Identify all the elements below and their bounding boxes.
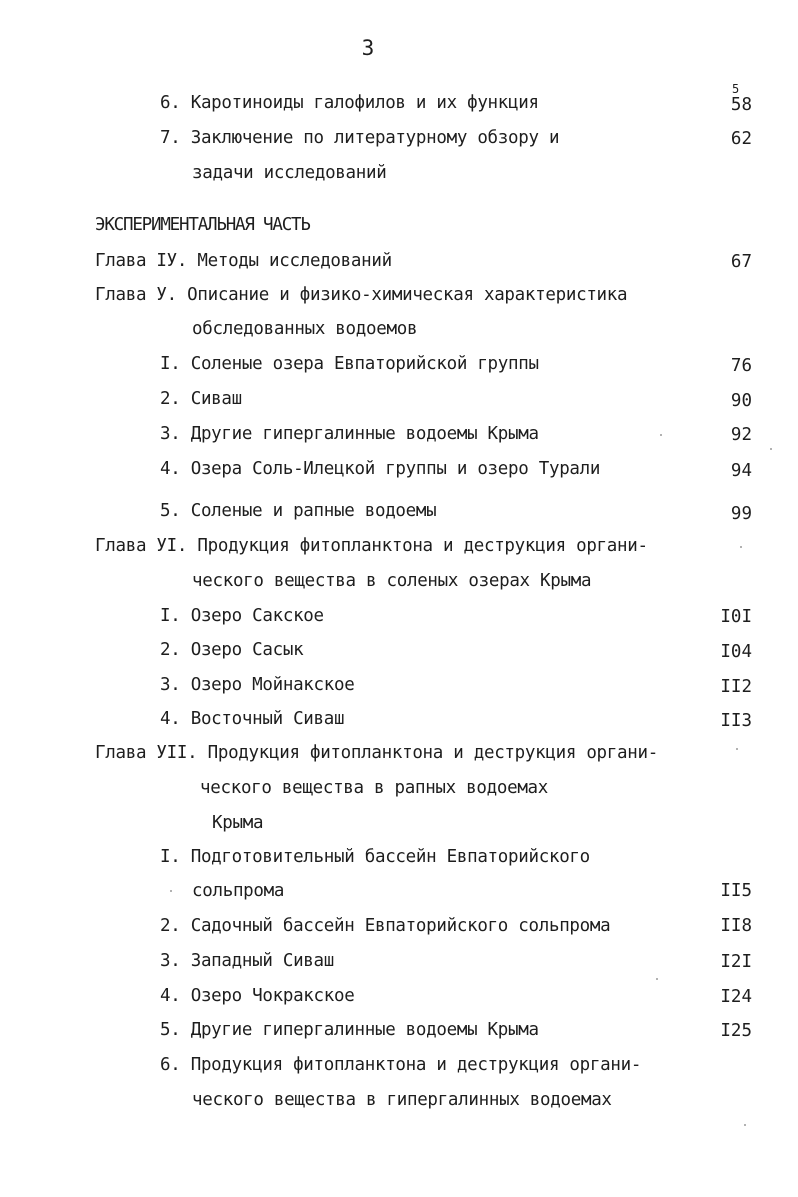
toc-line: ческого вещества в гипергалинных водоемах [192, 1090, 612, 1110]
toc-line: I. Подготовительный бассейн Евпаторийского [160, 847, 590, 867]
toc-line: 6. Продукция фитопланктона и деструкция органи- [160, 1055, 642, 1075]
page-number: 3 [361, 36, 375, 60]
scan-speck [170, 890, 172, 892]
toc-line: Глава УI. Продукция фитопланктона и деструкция органи- [95, 536, 648, 556]
toc-page-number: II3 [720, 711, 752, 731]
toc-line: 2. Сиваш [160, 389, 242, 409]
toc-line: I. Озеро Сакское [160, 606, 324, 626]
toc-page-number: I04 [720, 642, 752, 662]
scan-speck [660, 434, 662, 436]
toc-page-number: I2I [720, 952, 752, 972]
toc-page-number: I24 [720, 987, 752, 1007]
toc-line: ческого вещества в рапных водоемах [200, 778, 549, 798]
toc-page-number: 67 [730, 252, 752, 272]
toc-line: 5. Соленые и рапные водоемы [160, 501, 437, 521]
toc-page-number: 58 [730, 95, 752, 115]
toc-page-number: 99 [730, 504, 752, 524]
toc-line: 6. Каротиноиды галофилов и их функция [160, 93, 539, 113]
toc-line: 4. Восточный Сиваш [160, 709, 345, 729]
scan-speck [736, 748, 738, 750]
scan-speck [744, 1124, 746, 1126]
toc-line: ческого вещества в соленых озерах Крыма [192, 571, 592, 591]
scan-speck [740, 546, 742, 548]
page-annotation: 5 [732, 82, 740, 96]
toc-page-number: II8 [720, 916, 752, 936]
toc-line: сольпрома [192, 881, 285, 901]
scan-speck [656, 978, 658, 980]
toc-line: 2. Садочный бассейн Евпаторийского сольпрома [160, 916, 611, 936]
toc-line: 2. Озеро Сасык [160, 640, 304, 660]
toc-page-number: 94 [730, 461, 752, 481]
toc-line: обследованных водоемов [192, 319, 418, 339]
toc-line: 3. Другие гипергалинные водоемы Крыма [160, 424, 539, 444]
toc-line: I. Соленые озера Евпаторийской группы [160, 354, 539, 374]
toc-line: 3. Западный Сиваш [160, 951, 335, 971]
toc-page-number: 76 [730, 356, 752, 376]
scan-speck [770, 448, 772, 450]
toc-line: Глава У. Описание и физико-химическая характеристика [95, 285, 628, 305]
toc-line: Глава IУ. Методы исследований [95, 251, 392, 271]
toc-line: Крыма [212, 813, 264, 833]
toc-page-number: 62 [730, 129, 752, 149]
toc-line: Глава УII. Продукция фитопланктона и деструкция органи- [95, 743, 658, 763]
section-heading: ЭКСПЕРИМЕНТАЛЬНАЯ ЧАСТЬ [95, 215, 310, 235]
toc-page-number: 92 [730, 425, 752, 445]
toc-page-number: 90 [730, 391, 752, 411]
toc-line: задачи исследований [192, 163, 387, 183]
toc-line: 4. Озера Соль-Илецкой группы и озеро Турали [160, 459, 601, 479]
toc-page-number: I0I [720, 607, 752, 627]
toc-line: 3. Озеро Мойнакское [160, 675, 355, 695]
toc-line: 7. Заключение по литературному обзору и [160, 128, 560, 148]
toc-line: 5. Другие гипергалинные водоемы Крыма [160, 1020, 539, 1040]
toc-page-number: II2 [720, 677, 752, 697]
toc-line: 4. Озеро Чокракское [160, 986, 355, 1006]
toc-page-number: II5 [720, 881, 752, 901]
toc-page-number: I25 [720, 1021, 752, 1041]
